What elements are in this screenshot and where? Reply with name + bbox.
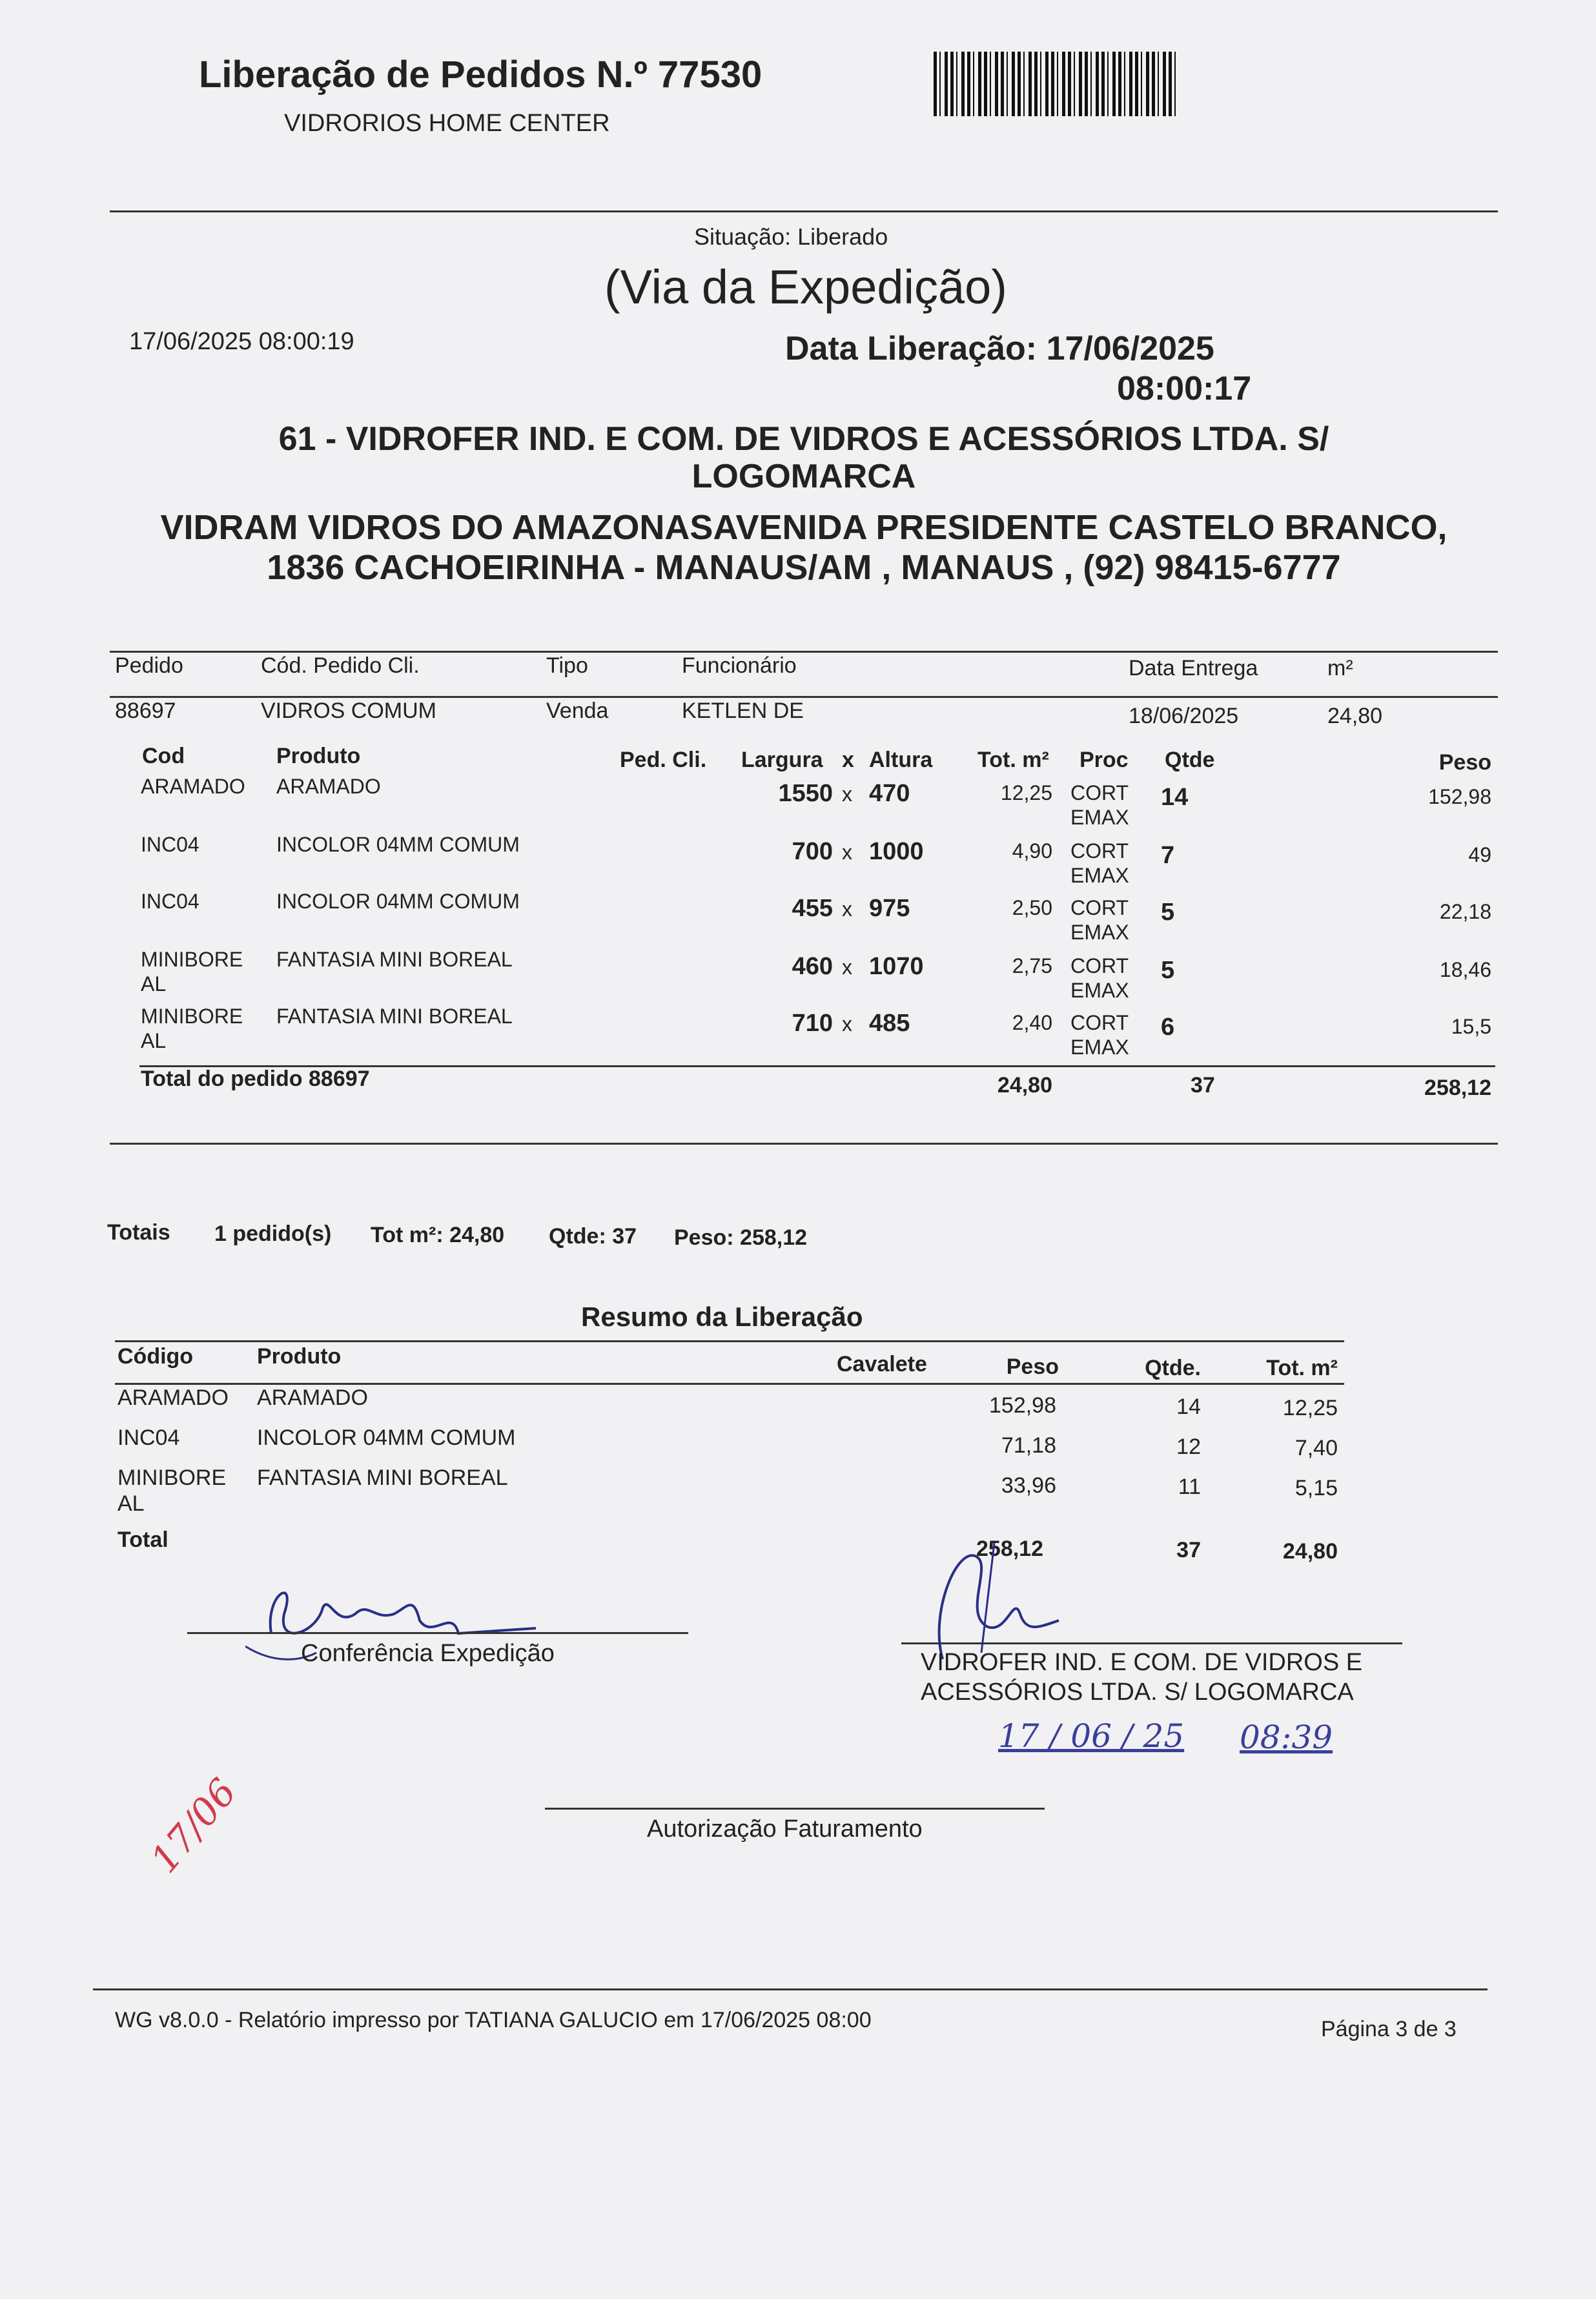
resumo-qtde: 14 [1176, 1395, 1201, 1419]
item-produto: INCOLOR 04MM COMUM [276, 833, 520, 856]
resumo-tot-m2: 7,40 [1294, 1436, 1338, 1460]
item-x: x [842, 1012, 852, 1036]
value-m2: 24,80 [1327, 704, 1383, 728]
label-data-entrega: Data Entrega [1129, 656, 1258, 680]
resumo-codigo-cont: AL [118, 1491, 145, 1516]
footer-divider [93, 1988, 1488, 1990]
totals-qtde: Qtde: 37 [549, 1224, 637, 1249]
item-proc-cont: EMAX [1070, 921, 1129, 944]
label-pedido: Pedido [115, 653, 183, 678]
resumo-col-produto: Produto [257, 1344, 342, 1369]
client-line2: 1836 CACHOEIRINHA - MANAUS/AM , MANAUS , (92) 98415-6777 [267, 548, 1341, 587]
autorizacao-label: Autorização Faturamento [647, 1815, 923, 1843]
col-produto: Produto [276, 744, 361, 768]
totals-m2: Tot m²: 24,80 [371, 1223, 505, 1247]
barcode [934, 52, 1179, 116]
col-peso: Peso [1438, 750, 1491, 775]
item-qtde: 5 [1161, 957, 1175, 984]
item-cod: MINIBORE [141, 1005, 243, 1028]
resumo-peso: 33,96 [1001, 1473, 1056, 1498]
company-name: VIDRORIOS HOME CENTER [284, 110, 610, 137]
order-total-qtde: 37 [1191, 1073, 1215, 1098]
resumo-col-peso: Peso [1006, 1354, 1059, 1379]
order-total-label: Total do pedido 88697 [141, 1067, 370, 1091]
order-total-peso: 258,12 [1424, 1076, 1491, 1100]
vidrofer-label-2: ACESSÓRIOS LTDA. S/ LOGOMARCA [921, 1679, 1354, 1706]
footer-page: Página 3 de 3 [1321, 2017, 1457, 2041]
resumo-produto: FANTASIA MINI BOREAL [257, 1466, 508, 1490]
label-m2: m² [1327, 656, 1353, 680]
item-peso: 22,18 [1439, 900, 1491, 923]
item-peso: 15,5 [1451, 1015, 1491, 1038]
label-cod-cli: Cód. Pedido Cli. [261, 653, 420, 678]
printed-datetime: 17/06/2025 08:00:19 [129, 328, 354, 355]
item-proc-cont: EMAX [1070, 979, 1129, 1002]
value-pedido: 88697 [115, 699, 176, 723]
item-proc-cont: EMAX [1070, 864, 1129, 887]
col-largura: Largura [741, 748, 823, 772]
item-altura: 1000 [869, 838, 924, 865]
item-proc: CORT [1070, 896, 1129, 919]
supplier-line1: 61 - VIDROFER IND. E COM. DE VIDROS E ACESSÓRIOS LTDA. S/ [278, 420, 1329, 458]
item-largura: 700 [792, 838, 833, 865]
signature-line-autorizacao [545, 1808, 1045, 1810]
resumo-col-codigo: Código [118, 1344, 194, 1369]
item-proc-cont: EMAX [1070, 1036, 1129, 1059]
item-qtde: 6 [1161, 1014, 1175, 1041]
item-produto: ARAMADO [276, 775, 381, 798]
handwritten-time: 08:39 [1240, 1719, 1333, 1756]
col-proc: Proc [1079, 748, 1129, 772]
item-qtde: 7 [1161, 842, 1175, 869]
item-produto: INCOLOR 04MM COMUM [276, 890, 520, 913]
item-qtde: 5 [1161, 899, 1175, 926]
order-header-top-line [110, 651, 1498, 653]
resumo-tot-m2: 12,25 [1282, 1396, 1338, 1420]
resumo-codigo: MINIBORE [118, 1466, 227, 1490]
item-produto: FANTASIA MINI BOREAL [276, 1005, 513, 1028]
item-peso: 18,46 [1439, 958, 1491, 981]
footer-printed-by: WG v8.0.0 - Relatório impresso por TATIANA GALUCIO em 17/06/2025 08:00 [115, 2008, 872, 2032]
item-largura: 455 [792, 895, 833, 922]
item-cod-cont: AL [141, 972, 167, 996]
item-tot-m2: 2,40 [1012, 1011, 1052, 1034]
resumo-produto: INCOLOR 04MM COMUM [257, 1425, 516, 1450]
resumo-total-label: Total [118, 1528, 169, 1552]
item-largura: 1550 [778, 780, 833, 807]
item-cod: INC04 [141, 890, 200, 913]
item-cod: INC04 [141, 833, 200, 856]
value-cod-cli: VIDROS COMUM [261, 699, 436, 723]
totals-divider [110, 1143, 1498, 1145]
resumo-total-m2: 24,80 [1282, 1539, 1338, 1564]
value-funcionario: KETLEN DE [682, 699, 804, 723]
resumo-col-tot-m2: Tot. m² [1266, 1356, 1338, 1380]
totals-peso: Peso: 258,12 [674, 1225, 808, 1250]
item-altura: 975 [869, 895, 910, 922]
totals-pedidos: 1 pedido(s) [214, 1221, 332, 1246]
item-proc: CORT [1070, 781, 1129, 804]
item-tot-m2: 2,50 [1012, 896, 1052, 919]
item-altura: 485 [869, 1010, 910, 1037]
item-largura: 460 [792, 953, 833, 980]
data-liberacao: Data Liberação: 17/06/2025 [785, 330, 1214, 367]
col-qtde: Qtde [1165, 748, 1215, 772]
item-qtde: 14 [1161, 784, 1189, 811]
resumo-title: Resumo da Liberação [581, 1302, 863, 1332]
data-liberacao-time: 08:00:17 [1117, 370, 1252, 407]
resumo-peso: 71,18 [1001, 1433, 1056, 1458]
item-tot-m2: 2,75 [1012, 954, 1052, 977]
label-funcionario: Funcionário [682, 653, 797, 678]
report-title: Liberação de Pedidos N.º 77530 [199, 54, 762, 96]
item-x: x [842, 782, 852, 806]
item-peso: 49 [1468, 843, 1491, 866]
resumo-tot-m2: 5,15 [1294, 1476, 1338, 1500]
status-text: Situação: Liberado [694, 223, 888, 250]
col-x: x [842, 748, 854, 772]
totals-label: Totais [107, 1220, 170, 1245]
item-x: x [842, 897, 852, 921]
item-altura: 1070 [869, 953, 924, 980]
signature-vidrofer [917, 1537, 1072, 1666]
col-tot-m2: Tot. m² [977, 748, 1049, 772]
resumo-top-line [115, 1340, 1344, 1342]
item-proc-cont: EMAX [1070, 806, 1129, 829]
vidrofer-label-1: VIDROFER IND. E COM. DE VIDROS E [921, 1649, 1363, 1676]
item-altura: 470 [869, 780, 910, 807]
handwritten-note: 17/06 [142, 1770, 245, 1881]
value-tipo: Venda [546, 699, 609, 723]
item-peso: 152,98 [1428, 785, 1491, 808]
label-tipo: Tipo [546, 653, 588, 678]
conferencia-label: Conferência Expedição [301, 1640, 555, 1667]
col-altura: Altura [869, 748, 933, 772]
signature-line-conferencia [187, 1632, 688, 1634]
header-divider [110, 210, 1498, 212]
via-title: (Via da Expedição) [604, 260, 1007, 314]
supplier-line2: LOGOMARCA [691, 458, 916, 495]
item-tot-m2: 12,25 [1000, 781, 1052, 804]
item-x: x [842, 841, 852, 864]
resumo-produto: ARAMADO [257, 1385, 368, 1410]
resumo-codigo: INC04 [118, 1425, 180, 1450]
item-proc: CORT [1070, 954, 1129, 977]
item-tot-m2: 4,90 [1012, 839, 1052, 863]
signature-line-vidrofer [901, 1642, 1402, 1644]
resumo-col-qtde: Qtde. [1145, 1356, 1201, 1380]
item-x: x [842, 955, 852, 979]
item-cod: ARAMADO [141, 775, 245, 798]
order-total-m2: 24,80 [997, 1073, 1052, 1098]
client-line1: VIDRAM VIDROS DO AMAZONASAVENIDA PRESIDENTE CASTELO BRANCO, [160, 508, 1448, 547]
resumo-total-peso: 258,12 [976, 1537, 1043, 1561]
item-largura: 710 [792, 1010, 833, 1037]
resumo-col-cavalete: Cavalete [837, 1352, 927, 1376]
item-proc: CORT [1070, 1011, 1129, 1034]
resumo-qtde: 11 [1178, 1475, 1201, 1499]
item-cod-cont: AL [141, 1029, 167, 1052]
item-proc: CORT [1070, 839, 1129, 863]
resumo-codigo: ARAMADO [118, 1385, 229, 1410]
resumo-peso: 152,98 [989, 1393, 1056, 1418]
item-produto: FANTASIA MINI BOREAL [276, 948, 513, 971]
col-ped-cli: Ped. Cli. [620, 748, 707, 772]
handwritten-date: 17 / 06 / 25 [998, 1717, 1185, 1755]
resumo-total-qtde: 37 [1176, 1538, 1201, 1562]
resumo-header-line [115, 1383, 1344, 1385]
order-header-mid-line [110, 696, 1498, 698]
col-cod: Cod [142, 744, 185, 768]
resumo-qtde: 12 [1176, 1435, 1201, 1459]
item-cod: MINIBORE [141, 948, 243, 971]
value-data-entrega: 18/06/2025 [1129, 704, 1239, 728]
